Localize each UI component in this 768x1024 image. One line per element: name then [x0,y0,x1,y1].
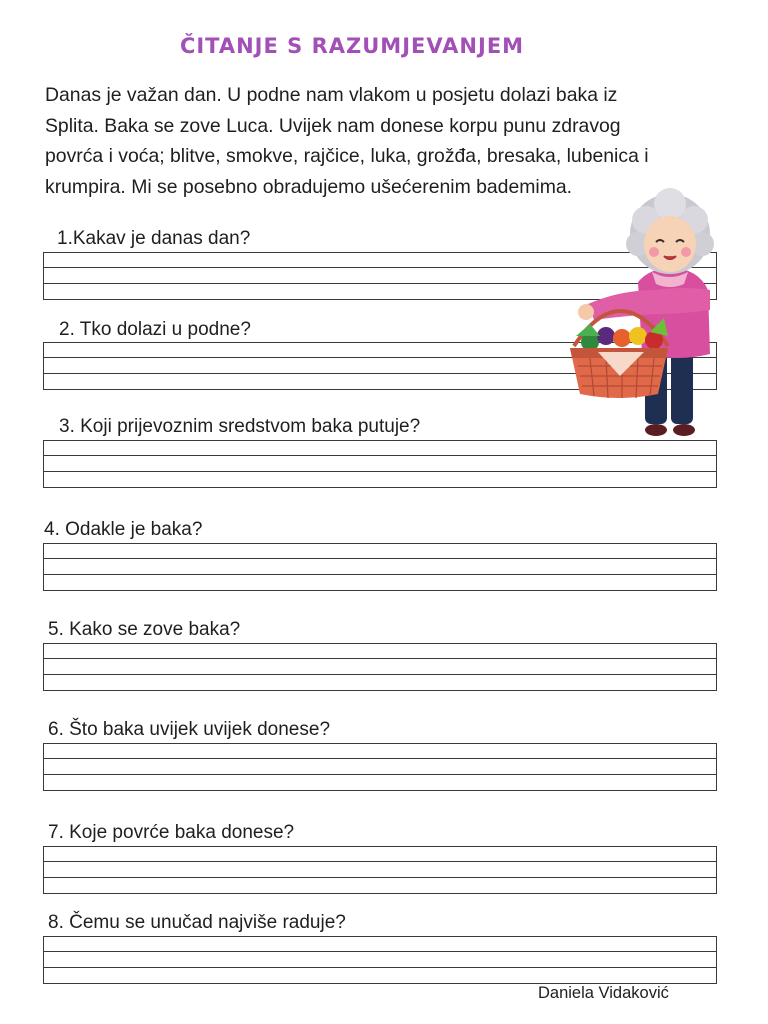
answer-lines-3[interactable] [43,440,717,488]
author-signature: Daniela Vidaković [538,984,669,1002]
answer-lines-5[interactable] [43,643,717,691]
question-3: 3. Koji prijevoznim sredstvom baka putuje? [59,416,421,437]
passage-line: povrća i voća; blitve, smokve, rajčice, luka, grožđa, bresaka, lubenica i [45,145,649,167]
reading-passage [45,80,725,202]
question-5: 5. Kako se zove baka? [48,619,241,640]
answer-lines-6[interactable] [43,743,717,791]
question-8: 8. Čemu se unučad najviše raduje? [48,912,346,933]
passage-line: Danas je važan dan. U podne nam vlakom u posjetu dolazi baka iz [45,84,618,106]
grandmother-illustration [560,186,720,442]
question-6: 6. Što baka uvijek uvijek donese? [48,719,331,740]
passage-line: Splita. Baka se zove Luca. Uvijek nam donese korpu punu zdravog [45,114,621,137]
question-2: 2. Tko dolazi u podne? [59,319,251,340]
question-7: 7. Koje povrće baka donese? [48,822,295,843]
answer-lines-8[interactable] [43,936,717,984]
answer-lines-7[interactable] [43,846,717,894]
worksheet-title: ČITANJE S RAZUMJEVANJEM [179,34,525,58]
question-1: 1.Kakav je danas dan? [57,228,251,249]
answer-lines-4[interactable] [43,543,717,591]
passage-line: krumpira. Mi se posebno obradujemo ušećerenim bademima. [45,175,573,198]
question-4: 4. Odakle je baka? [44,519,203,540]
